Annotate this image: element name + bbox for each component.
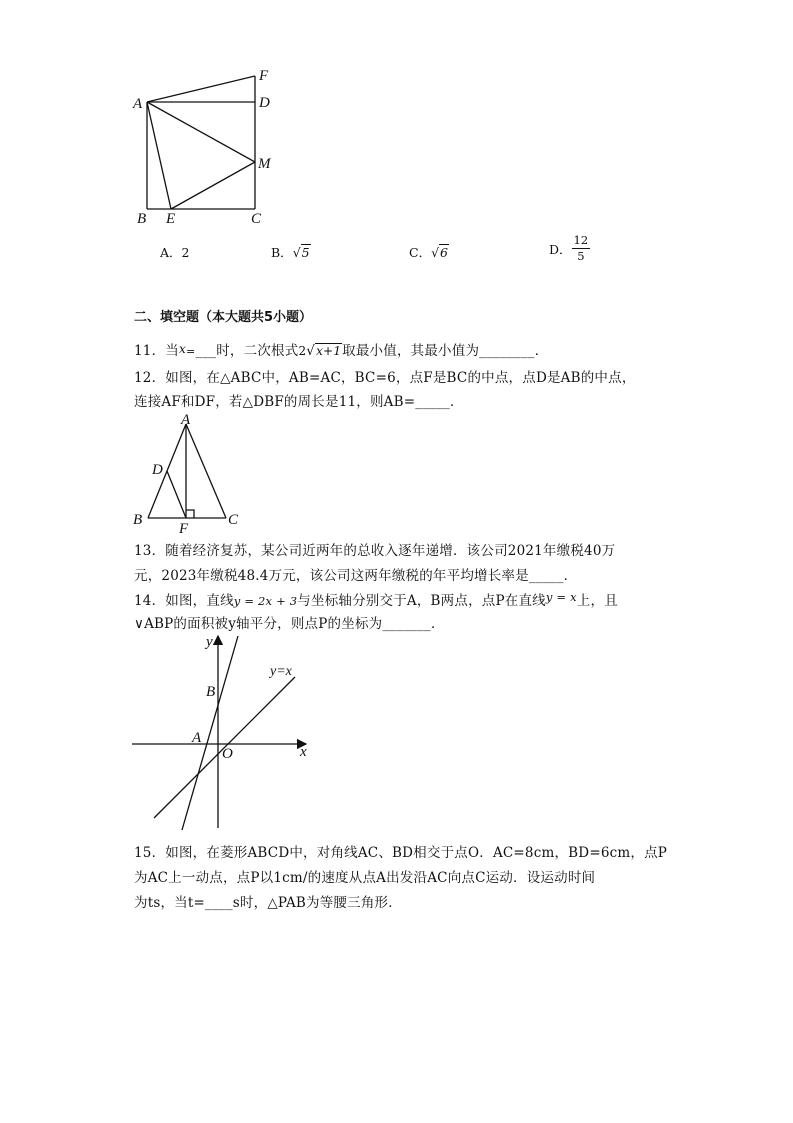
choice-c-letter: C． xyxy=(409,245,432,260)
label-c: C xyxy=(228,512,239,528)
label-f: F xyxy=(179,521,189,536)
label-a: A xyxy=(192,730,202,746)
question-15-line-2: 为AC上一动点，点P以1cm/的速度从点A出发沿AC向点C运动．设运动时间 xyxy=(134,870,596,886)
choice-a-value: 2 xyxy=(181,245,190,260)
segment-ac xyxy=(186,424,226,518)
question-13-line-2: 元，2023年缴税48.4万元，该公司这两年缴税的年平均增长率是_____． xyxy=(134,568,578,584)
label-y-axis: y xyxy=(206,634,213,650)
label-m: M xyxy=(258,156,271,172)
label-d: D xyxy=(259,95,270,111)
figure-coordinate-plane xyxy=(128,630,318,835)
segment-df xyxy=(167,471,186,518)
label-e: E xyxy=(166,211,176,227)
label-a: A xyxy=(181,412,191,428)
label-a: A xyxy=(133,96,143,112)
question-12-line-2: 连接AF和DF，若△DBF的周长是11，则AB=_____． xyxy=(134,394,464,410)
label-x-axis: x xyxy=(300,744,307,760)
choice-a[interactable] xyxy=(160,243,189,261)
choice-b[interactable] xyxy=(271,243,311,261)
question-15-line-3: 为ts，当t=____s时，△PAB为等腰三角形． xyxy=(134,895,402,911)
segment-am xyxy=(147,102,255,162)
choice-d-fraction: $\frac{12}{5}$ xyxy=(573,233,589,263)
question-15-line-1: 15．如图，在菱形ABCD中，对角线AC、BD相交于点O．AC=8cm，BD=6cm，点P xyxy=(134,845,668,861)
section-heading: 二、填空题（本大题共5小题） xyxy=(134,310,313,325)
label-b: B xyxy=(137,211,147,227)
segment-af xyxy=(147,76,255,102)
choice-b-value: √5 xyxy=(292,245,310,260)
label-c: C xyxy=(251,211,262,227)
label-b: B xyxy=(206,684,216,700)
question-12-line-1: 12．如图，在△ABC中，AB=AC，BC=6，点F是BC的中点，点D是AB的中点， xyxy=(134,370,636,386)
figure-isosceles-triangle xyxy=(128,410,248,536)
question-13-line-1: 13．随着经济复苏，某公司近两年的总收入逐年递增．该公司2021年缴税40万 xyxy=(134,543,616,559)
label-d: D xyxy=(152,462,163,478)
right-angle-mark xyxy=(186,510,194,518)
label-b: B xyxy=(133,512,143,528)
question-11: 11．当x=___时，二次根式2√x+1取最小值，其最小值为________． xyxy=(134,342,549,359)
label-f: F xyxy=(259,68,269,84)
choice-d-letter: D． xyxy=(549,241,572,257)
segment-ae xyxy=(147,102,171,209)
choice-c-value: √6 xyxy=(431,245,448,260)
question-14-line-2: ∨ABP的面积被y轴平分，则点P的坐标为_______． xyxy=(134,616,445,632)
choice-b-letter: B． xyxy=(271,245,293,260)
figure-square-abcd xyxy=(125,60,285,230)
question-14-line-1: 14．如图，直线y = 2x + 3与坐标轴分别交于A，B两点，点P在直线y = x上，且 xyxy=(134,590,618,609)
segment-em xyxy=(171,162,255,209)
line-y-2x-plus-3 xyxy=(182,636,238,830)
label-origin: O xyxy=(222,746,233,762)
label-line-y-equals-x: y=x xyxy=(270,664,292,679)
choice-d[interactable] xyxy=(549,233,590,264)
choice-c[interactable] xyxy=(409,243,449,261)
choice-a-letter: A． xyxy=(160,245,182,260)
